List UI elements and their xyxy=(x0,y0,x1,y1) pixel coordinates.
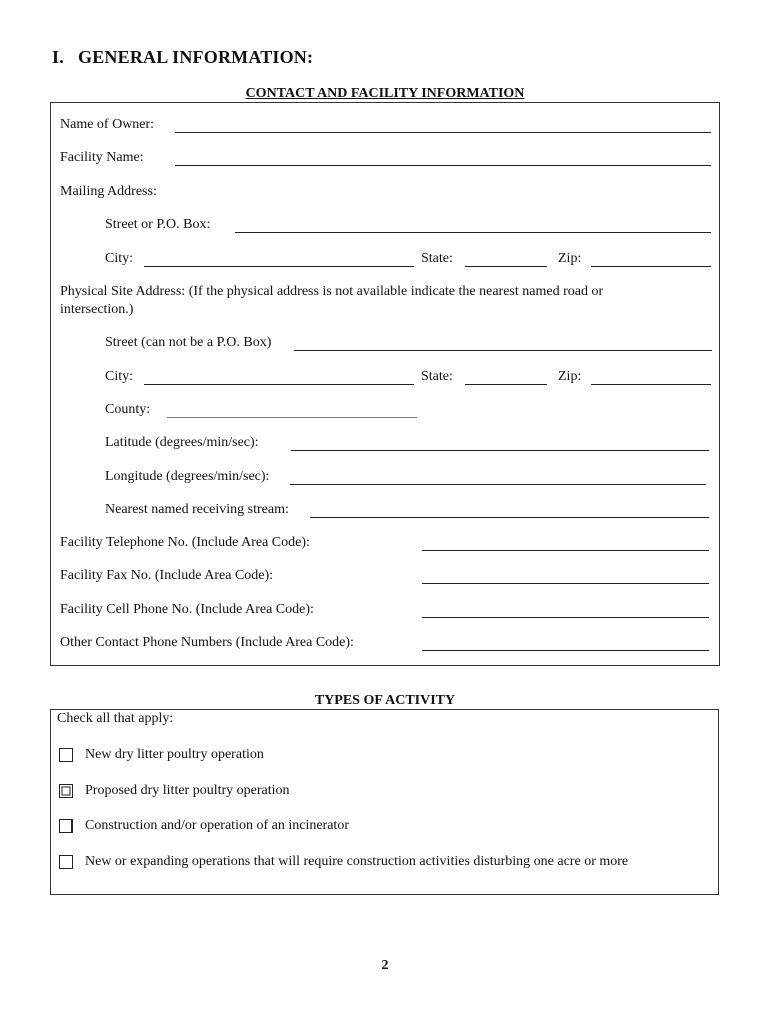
section-number: I. xyxy=(52,47,64,67)
owner-label: Name of Owner: xyxy=(60,117,155,132)
section-heading xyxy=(52,47,313,68)
receiving-stream-field[interactable] xyxy=(310,517,709,518)
longitude-label: Longitude (degrees/min/sec): xyxy=(105,469,270,484)
physical-address-label-line2: intersection.) xyxy=(60,302,134,317)
longitude-field[interactable] xyxy=(290,484,706,485)
phys-city-label: City: xyxy=(105,369,134,384)
phys-street-field[interactable] xyxy=(294,350,712,351)
option-new-dry-litter-label: New dry litter poultry operation xyxy=(85,747,264,762)
facility-name-field[interactable] xyxy=(175,165,711,166)
mail-city-label: City: xyxy=(105,251,134,266)
other-phone-label: Other Contact Phone Numbers (Include Area Code): xyxy=(60,635,354,650)
checkbox-construction-one-acre[interactable] xyxy=(59,855,73,869)
mail-street-field[interactable] xyxy=(235,232,711,233)
phys-zip-label: Zip: xyxy=(558,369,582,384)
other-phone-field[interactable] xyxy=(422,650,709,651)
cell-phone-label: Facility Cell Phone No. (Include Area Code): xyxy=(60,602,314,617)
contact-heading: CONTACT AND FACILITY INFORMATION xyxy=(245,86,525,101)
option-incinerator-label: Construction and/or operation of an incinerator xyxy=(85,818,349,833)
receiving-stream-label: Nearest named receiving stream: xyxy=(105,502,289,517)
fax-field[interactable] xyxy=(422,583,709,584)
facility-name-label: Facility Name: xyxy=(60,150,144,165)
checkbox-new-dry-litter[interactable] xyxy=(59,748,73,762)
page-number: 2 xyxy=(381,958,389,973)
latitude-field[interactable] xyxy=(291,450,709,451)
mailing-address-label: Mailing Address: xyxy=(60,184,157,199)
telephone-field[interactable] xyxy=(422,550,709,551)
phys-state-label: State: xyxy=(421,369,453,384)
phys-state-field[interactable] xyxy=(465,384,547,385)
activity-instruction: Check all that apply: xyxy=(57,711,174,726)
mail-zip-field[interactable] xyxy=(591,266,711,267)
physical-address-label-line1: Physical Site Address: (If the physical address is not available indicate the nearest named road or xyxy=(60,284,604,299)
cell-phone-field[interactable] xyxy=(422,617,709,618)
checkbox-proposed-dry-litter[interactable] xyxy=(59,784,73,798)
mail-zip-label: Zip: xyxy=(558,251,582,266)
mail-street-label: Street or P.O. Box: xyxy=(105,217,211,232)
phys-zip-field[interactable] xyxy=(591,384,711,385)
owner-field[interactable] xyxy=(175,132,711,133)
option-construction-one-acre-label: New or expanding operations that will require construction activities disturbing one acre or more xyxy=(85,854,629,869)
phys-street-label: Street (can not be a P.O. Box) xyxy=(105,335,272,350)
phys-city-field[interactable] xyxy=(144,384,414,385)
mail-state-label: State: xyxy=(421,251,453,266)
mail-city-field[interactable] xyxy=(144,266,414,267)
activity-heading: TYPES OF ACTIVITY xyxy=(314,693,456,708)
option-proposed-dry-litter-label: Proposed dry litter poultry operation xyxy=(85,783,290,798)
latitude-label: Latitude (degrees/min/sec): xyxy=(105,435,259,450)
checkbox-incinerator[interactable] xyxy=(59,819,73,833)
section-title: GENERAL INFORMATION: xyxy=(78,47,314,67)
telephone-label: Facility Telephone No. (Include Area Code): xyxy=(60,535,310,550)
county-field[interactable] xyxy=(167,417,417,418)
county-label: County: xyxy=(105,402,151,417)
mail-state-field[interactable] xyxy=(465,266,547,267)
fax-label: Facility Fax No. (Include Area Code): xyxy=(60,568,274,583)
